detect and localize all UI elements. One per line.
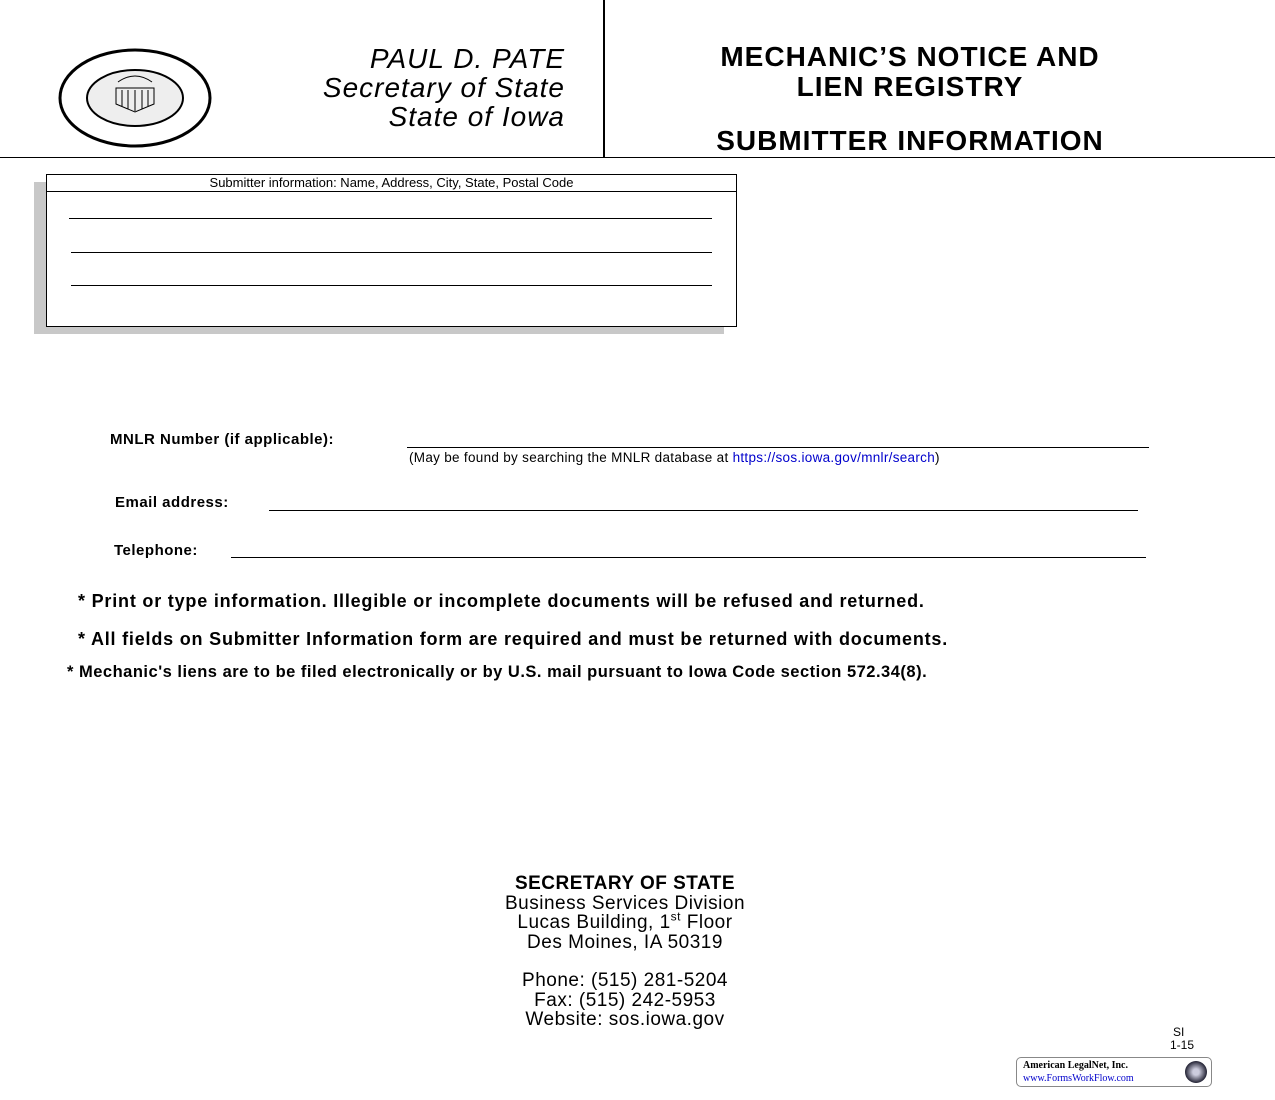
mnlr-hint-close: ) xyxy=(935,450,940,465)
submitter-line-1[interactable] xyxy=(69,218,712,219)
telephone-input-line[interactable] xyxy=(231,557,1146,558)
footer-building xyxy=(400,909,850,933)
form-subtitle: SUBMITTER INFORMATION xyxy=(716,125,1104,156)
footer-phone: Phone: (515) 281-5204 xyxy=(522,970,728,991)
note-filing: * Mechanic's liens are to be filed electronically or by U.S. mail pursuant to Iowa Code section 572.34(8). xyxy=(67,663,928,681)
form-code xyxy=(1170,1026,1194,1052)
title-line-2: LIEN REGISTRY xyxy=(796,71,1024,102)
official-name: PAUL D. PATE xyxy=(369,43,565,74)
iowa-seal-logo xyxy=(58,48,212,148)
mnlr-input-line[interactable] xyxy=(407,447,1149,448)
header-divider xyxy=(0,157,1275,158)
building-sup: st xyxy=(670,909,681,924)
footer-org: SECRETARY OF STATE xyxy=(514,873,736,894)
form-code-rev: 1-15 xyxy=(1170,1038,1195,1052)
note-print: * Print or type information. Illegible or incomplete documents will be refused and returned. xyxy=(78,591,925,611)
mnlr-hint-text: (May be found by searching the MNLR database at xyxy=(409,450,733,465)
submitter-line-3[interactable] xyxy=(71,285,712,286)
official-title: Secretary of State xyxy=(322,72,565,103)
building-floor: Floor xyxy=(680,912,733,933)
footer-website: Website: sos.iowa.gov xyxy=(525,1009,725,1030)
badge-url-link[interactable]: www.FormsWorkFlow.com xyxy=(1023,1073,1134,1084)
globe-icon xyxy=(1185,1061,1207,1083)
contact-block xyxy=(400,874,850,1030)
form-title xyxy=(610,42,1210,102)
footer-fax: Fax: (515) 242-5953 xyxy=(534,989,716,1011)
official-block xyxy=(323,44,565,131)
email-label: Email address: xyxy=(115,494,229,511)
badge-company: American LegalNet, Inc. xyxy=(1023,1060,1128,1071)
mnlr-search-link[interactable]: https://sos.iowa.gov/mnlr/search xyxy=(732,450,936,465)
title-line-1: MECHANIC’S NOTICE AND xyxy=(720,41,1100,72)
header-divider-vertical xyxy=(603,0,605,158)
email-input-line[interactable] xyxy=(269,510,1138,511)
mnlr-hint xyxy=(409,450,940,465)
telephone-label: Telephone: xyxy=(114,542,198,559)
state-name: State of Iowa xyxy=(388,101,565,132)
submitter-info-label: Submitter information: Name, Address, City, State, Postal Code xyxy=(47,175,736,192)
note-required: * All fields on Submitter Information form are required and must be returned with documents. xyxy=(78,629,949,649)
footer-city: Des Moines, IA 50319 xyxy=(527,931,723,953)
submitter-line-2[interactable] xyxy=(71,252,712,253)
footer-division: Business Services Division xyxy=(504,892,746,914)
building-text: Lucas Building, 1 xyxy=(517,912,671,933)
form-code-id: SI xyxy=(1173,1025,1185,1039)
american-legalnet-badge[interactable] xyxy=(1016,1057,1212,1087)
submitter-info-box[interactable] xyxy=(46,174,737,327)
mnlr-label: MNLR Number (if applicable): xyxy=(110,431,335,448)
